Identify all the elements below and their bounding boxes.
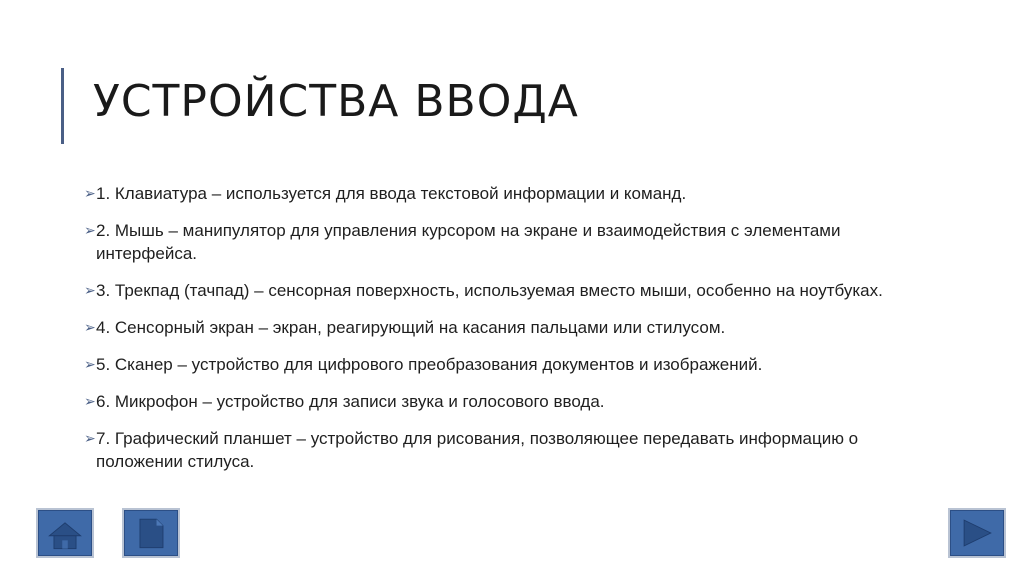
document-icon <box>124 510 178 556</box>
arrow-bullet-icon: ➢ <box>84 319 96 335</box>
list-item-text: 2. Мышь – манипулятор для управления курсором на экране и взаимодействия с элементами интерфейса. <box>96 221 841 263</box>
list-item-text: 6. Микрофон – устройство для записи звука и голосового ввода. <box>96 392 605 411</box>
list-item-text: 3. Трекпад (тачпад) – сенсорная поверхность, используемая вместо мыши, особенно на ноутбуках. <box>96 281 883 300</box>
list-item-text: 5. Сканер – устройство для цифрового преобразования документов и изображений. <box>96 355 763 374</box>
home-button[interactable] <box>36 508 94 558</box>
list-item <box>86 279 886 302</box>
document-button[interactable] <box>122 508 180 558</box>
title-accent-bar <box>61 68 64 144</box>
arrow-bullet-icon: ➢ <box>84 222 96 238</box>
list-item <box>86 219 886 265</box>
list-item-text: 7. Графический планшет – устройство для рисования, позволяющее передавать информацию о положении стилуса. <box>96 429 859 471</box>
bullet-list <box>86 182 886 487</box>
list-item-text: 1. Клавиатура – используется для ввода текстовой информации и команд. <box>96 184 687 203</box>
arrow-bullet-icon: ➢ <box>84 393 96 409</box>
home-icon <box>38 510 92 556</box>
arrow-bullet-icon: ➢ <box>84 185 96 201</box>
list-item <box>86 182 886 205</box>
list-item <box>86 316 886 339</box>
list-item <box>86 427 886 473</box>
arrow-bullet-icon: ➢ <box>84 430 96 446</box>
arrow-bullet-icon: ➢ <box>84 356 96 372</box>
arrow-bullet-icon: ➢ <box>84 282 96 298</box>
next-slide-button[interactable] <box>948 508 1006 558</box>
slide-title: УСТРОЙСТВА ВВОДА <box>93 76 579 127</box>
list-item-text: 4. Сенсорный экран – экран, реагирующий на касания пальцами или стилусом. <box>96 318 726 337</box>
list-item <box>86 353 886 376</box>
list-item <box>86 390 886 413</box>
play-arrow-icon <box>950 510 1004 556</box>
